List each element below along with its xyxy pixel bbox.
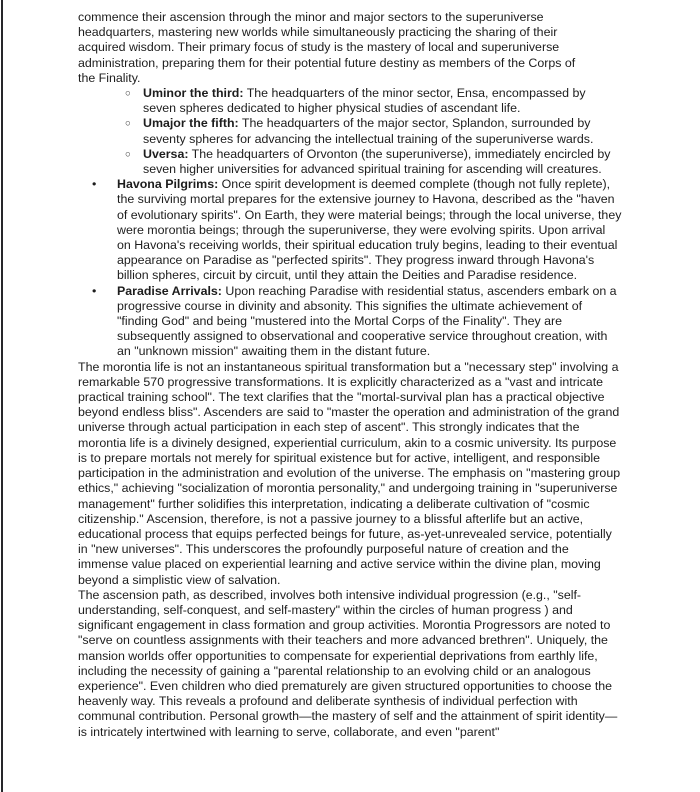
list-item-uversa <box>78 147 617 177</box>
list-item-uminor <box>78 86 617 116</box>
list-item-text: The headquarters of the major sector, Splandon, surrounded by seventy spheres for advancing the intellectual training of the superuniverse wards. <box>143 116 594 146</box>
list-item-havona-pilgrims <box>78 177 622 283</box>
paragraph-morontia-life: The morontia life is not an instantaneous spiritual transformation but a "necessary step" involving a remarkable 570 progressive transformations. It is explicitly characterized as a "vast and intricate practical training school". The text clarifies that the "mortal-survival plan has a practical objective beyond endless bliss". Ascenders are said to "master the operation and administration of the grand universe through actual participation in each step of ascent". This strongly indicates that the morontia life is a divinely designed, experiential curriculum, akin to a cosmic university. Its purpose is to prepare mortals not merely for spiritual existence but for active, intelligent, and responsible participation in the administration and evolution of the universe. The emphasis on "mastering group ethics," achieving "socialization of morontia personality," and undergoing training in "superuniverse management" further solidifies this interpretation, indicating a deliberate cultivation of "cosmic citizenship." Ascension, therefore, is not a passive journey to a blissful afterlife but an active, educational process that equips perfected beings for future, as-yet-unrevealed service, potentially in "new universes". This underscores the profoundly purposeful nature of creation and the immense value placed on experiential learning and active service within the divine plan, moving beyond a simplistic view of salvation. <box>78 359 621 587</box>
list-item-label: Uminor the third: <box>143 86 244 101</box>
list-item-label: Havona Pilgrims: <box>117 177 219 192</box>
list-item-text: Once spirit development is deemed complete (though not fully replete), the surviving mortal prepares for the extensive journey to Havona, described as the "haven of evolutionary spirits". On Earth, they were material beings; through the local universe, they were morontia beings; through the superuniverse, they were evolving spirits. Upon arrival on Havona's receiving worlds, their spiritual education truly begins, leading to their eventual appearance on Paradise as "perfected spirits". They progress inward through Havona's billion spheres, circuit by circuit, until they attain the Deities and Paradise residence. <box>117 177 622 283</box>
list-item-label: Uversa: <box>143 146 189 161</box>
hollow-bullet-icon: ○ <box>125 118 131 130</box>
filled-bullet-icon: • <box>92 283 97 298</box>
page-left-border <box>1 0 3 792</box>
list-item-label: Paradise Arrivals: <box>117 283 222 298</box>
list-item-umajor <box>78 116 617 146</box>
list-item-label: Umajor the fifth: <box>143 116 239 131</box>
paragraph-intro-continuation: commence their ascension through the minor and major sectors to the superuniverse headquarters, mastering new worlds while simultaneously practicing the sharing of their acquired wisdom. Their primary focus of study is the mastery of local and superuniverse administration, preparing them for their potential future destiny as members of the Corps of the Finality. <box>78 10 576 85</box>
list-item-text: The headquarters of the minor sector, Ensa, encompassed by seven spheres dedicated to higher physical studies of ascendant life. <box>143 86 586 116</box>
hollow-bullet-icon: ○ <box>125 88 131 100</box>
list-item-text: Upon reaching Paradise with residential status, ascenders embark on a progressive course in divinity and absonity. This signifies the ultimate achievement of "finding God" and being "mustered into the Mortal Corps of the Finality". They are subsequently assigned to observational and cooperative service throughout creation, with an "unknown mission" awaiting them in the distant future. <box>117 283 617 359</box>
list-item-paradise-arrivals <box>78 284 622 360</box>
paragraph-ascension-path: The ascension path, as described, involves both intensive individual progression (e.g., "self-understanding, self-conquest, and self-mastery" within the circles of human progress ) and significant engagement in class formation and group activities. Morontia Progressors are noted to "serve on countless assignments with their teachers and more advanced brethren". Uniquely, the mansion worlds offer opportunities to compensate for experiential deprivations from earthly life, including the necessity of gaining a "parental relationship to an evolving child or an analogous experience". Even children who died prematurely are given structured opportunities to choose the heavenly way. This reveals a profound and deliberate synthesis of individual perfection with communal contribution. Personal growth—the mastery of self and the attainment of spirit identity—is intricately intertwined with learning to serve, collaborate, and even "parent" <box>78 587 618 739</box>
filled-bullet-icon: • <box>92 177 97 192</box>
document-content <box>78 10 622 740</box>
hollow-bullet-icon: ○ <box>125 148 131 160</box>
list-item-text: The headquarters of Orvonton (the superuniverse), immediately encircled by seven higher universities for advanced spiritual training for ascending will creatures. <box>143 146 611 177</box>
